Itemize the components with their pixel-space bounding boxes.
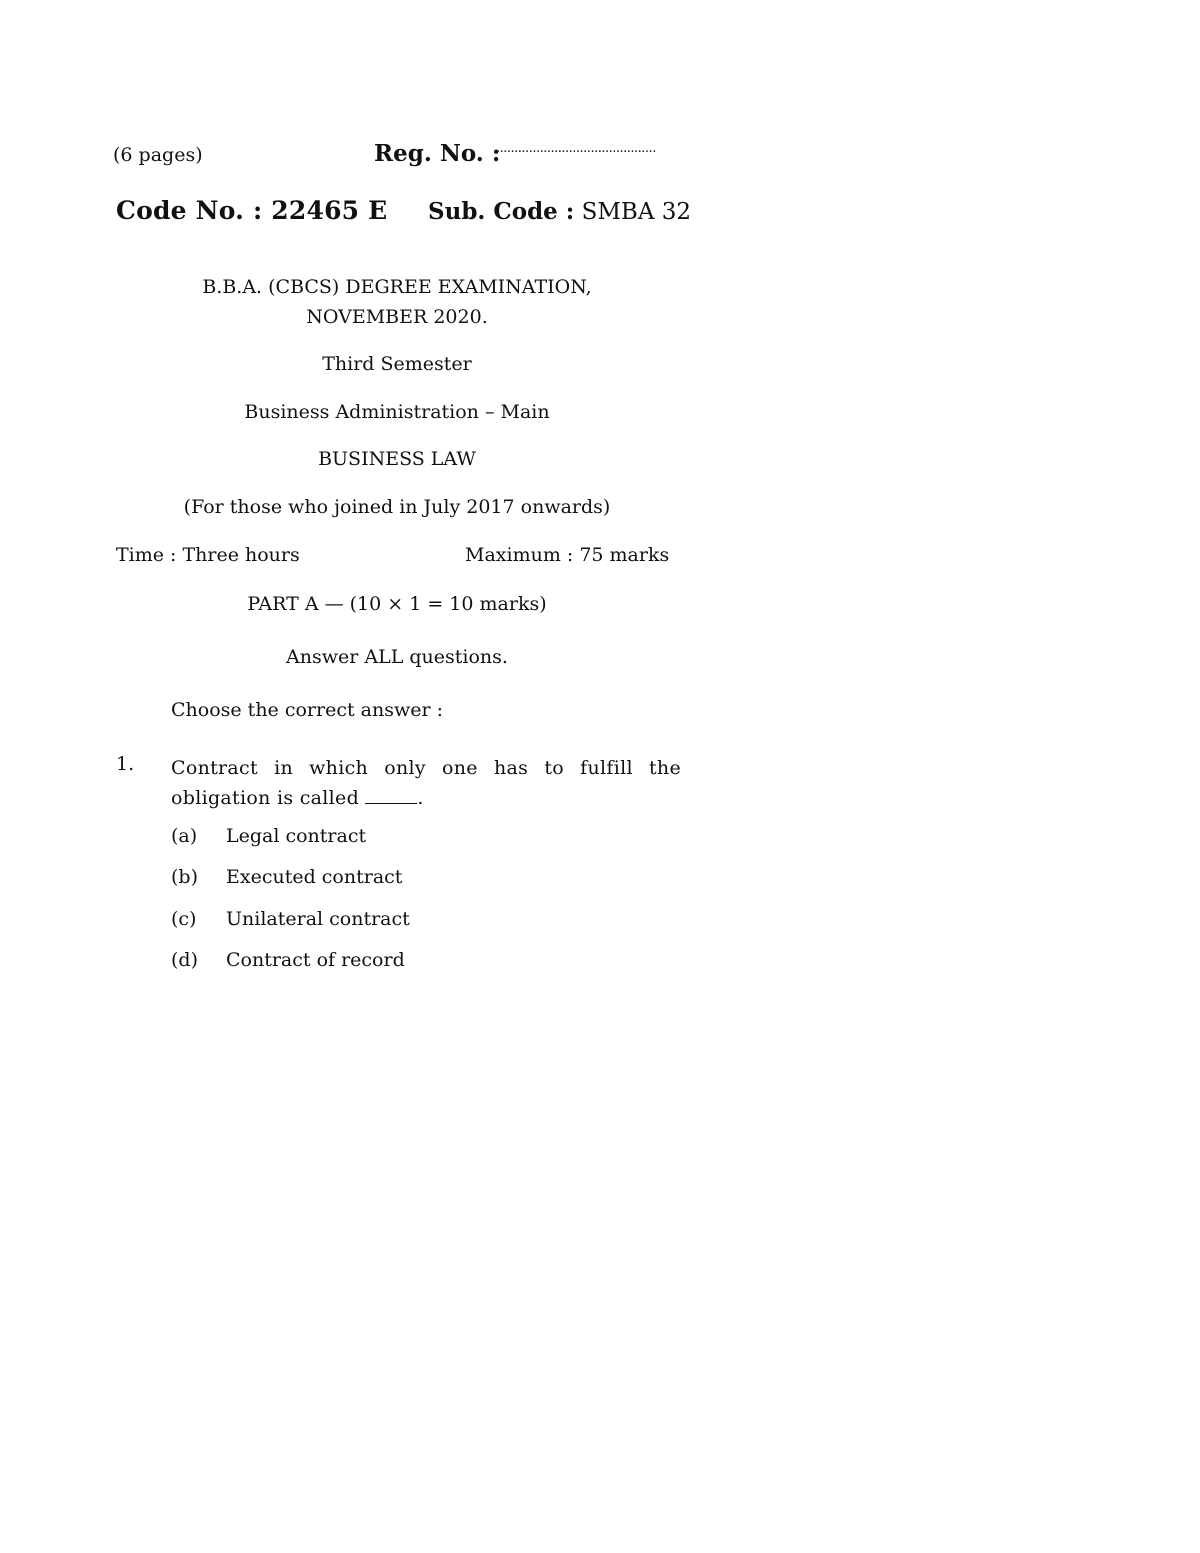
option-b-text: Executed contract [226,866,403,888]
option-d-letter: (d) [171,949,198,971]
question-word: fulfill [580,757,633,779]
option-a-text: Legal contract [226,825,367,847]
question-word: one [442,757,478,779]
question-word: the [648,757,681,779]
option-b-letter: (b) [171,866,198,888]
subject-title: BUSINESS LAW [318,448,476,470]
exam-title-line2: NOVEMBER 2020. [306,306,488,328]
answer-blank [365,787,417,804]
batch-note: (For those who joined in July 2017 onwards) [183,496,611,518]
maximum-marks: Maximum : 75 marks [465,544,670,566]
semester: Third Semester [322,353,472,375]
code-number: Code No. : 22465 E [116,196,388,225]
question-line-1 [171,753,681,783]
question-number: 1. [116,753,135,775]
option-d-text: Contract of record [226,949,405,971]
choose-instruction: Choose the correct answer : [171,699,443,721]
page-count: (6 pages) [113,144,203,166]
option-c-letter: (c) [171,908,197,930]
question-word: in [274,757,293,779]
question-text [171,753,681,813]
option-a-letter: (a) [171,825,198,847]
part-a-heading: PART A — (10 × 1 = 10 marks) [247,593,547,615]
question-line-2-end: . [417,787,424,809]
exam-title-line1: B.B.A. (CBCS) DEGREE EXAMINATION, [202,276,592,298]
question-word: Contract [171,757,258,779]
time-allowed: Time : Three hours [116,544,300,566]
reg-no-blank: ............................................ [496,141,656,156]
question-word: which [309,757,369,779]
question-word: has [493,757,529,779]
reg-no-label: Reg. No. : [374,140,501,167]
question-word: to [544,757,564,779]
subject-code-value: SMBA 32 [581,199,692,225]
question-line-2 [171,783,681,813]
subject-code [428,198,691,225]
part-a-instruction: Answer ALL questions. [286,646,508,668]
option-c-text: Unilateral contract [226,908,410,930]
department: Business Administration – Main [244,401,550,423]
question-line-2-text: obligation is called [171,787,360,809]
subject-code-label: Sub. Code : [428,198,575,225]
question-word: only [384,757,426,779]
